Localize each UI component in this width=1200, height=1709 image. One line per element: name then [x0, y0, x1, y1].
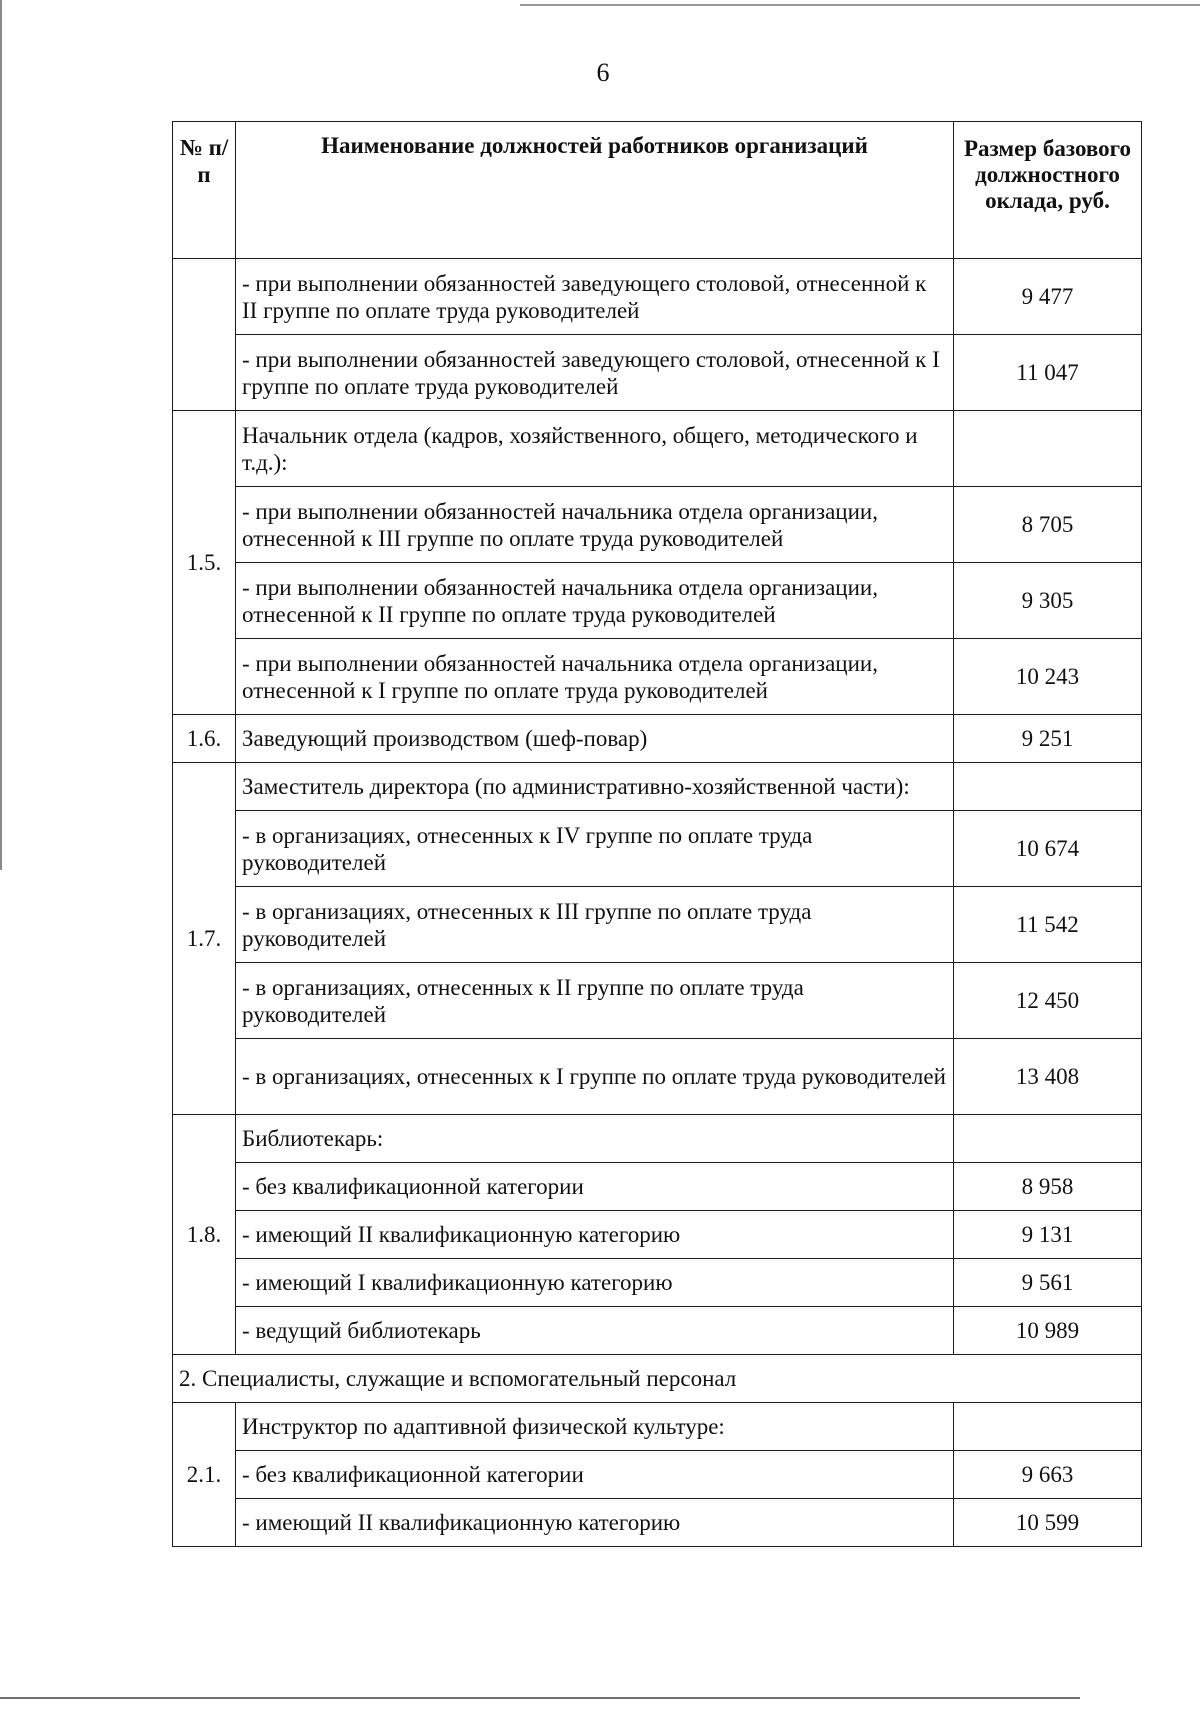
- row-position-name: - в организациях, отнесенных к IV группе по оплате труда руководителей: [236, 811, 954, 887]
- row-position-name: - ведущий библиотекарь: [236, 1307, 954, 1355]
- row-position-name: - без квалификационной категории: [236, 1451, 954, 1499]
- row-salary: 9 131: [954, 1211, 1142, 1259]
- table-row: [173, 1307, 1142, 1355]
- row-salary: 12 450: [954, 963, 1142, 1039]
- row-position-name: - в организациях, отнесенных к III группе по оплате труда руководителей: [236, 887, 954, 963]
- table-section-row: [173, 1355, 1142, 1403]
- row-salary: 11 047: [954, 335, 1142, 411]
- row-number: 1.7.: [173, 763, 236, 1115]
- table-header-row: [173, 122, 1142, 259]
- row-salary: 9 561: [954, 1259, 1142, 1307]
- row-position-name: - имеющий I квалификационную категорию: [236, 1259, 954, 1307]
- row-position-name: - при выполнении обязанностей начальника отдела организации, отнесенной к II группе по оплате труда руководителей: [236, 563, 954, 639]
- page-number: 6: [596, 58, 610, 87]
- scan-edge-left: [0, 0, 2, 870]
- row-salary: 10 243: [954, 639, 1142, 715]
- row-number: [173, 259, 236, 411]
- row-position-name: - имеющий II квалификационную категорию: [236, 1499, 954, 1547]
- row-salary: 13 408: [954, 1039, 1142, 1115]
- row-salary: 10 599: [954, 1499, 1142, 1547]
- row-position-name: Заместитель директора (по административно-хозяйственной части):: [236, 763, 954, 811]
- row-number: 1.5.: [173, 411, 236, 715]
- header-number: № п/п: [173, 122, 236, 259]
- table-row: [173, 335, 1142, 411]
- table-row: [173, 1039, 1142, 1115]
- row-number: 1.8.: [173, 1115, 236, 1355]
- row-position-name: Библиотекарь:: [236, 1115, 954, 1163]
- row-salary: [954, 1115, 1142, 1163]
- section-heading: 2. Специалисты, служащие и вспомогательный персонал: [173, 1355, 1142, 1403]
- table-row: [173, 1211, 1142, 1259]
- row-position-name: - при выполнении обязанностей заведующего столовой, отнесенной к II группе по оплате труда руководителей: [236, 259, 954, 335]
- table-row: [173, 1115, 1142, 1163]
- table-row: [173, 563, 1142, 639]
- row-salary: 9 477: [954, 259, 1142, 335]
- table-row: [173, 887, 1142, 963]
- table-row: [173, 715, 1142, 763]
- row-position-name: Инструктор по адаптивной физической культуре:: [236, 1403, 954, 1451]
- salary-table: [172, 121, 1142, 1547]
- table-row: [173, 763, 1142, 811]
- table-row: [173, 1451, 1142, 1499]
- row-number: 2.1.: [173, 1403, 236, 1547]
- row-position-name: - при выполнении обязанностей начальника отдела организации, отнесенной к I группе по оплате труда руководителей: [236, 639, 954, 715]
- row-salary: 10 674: [954, 811, 1142, 887]
- table-row: [173, 963, 1142, 1039]
- table-row: [173, 411, 1142, 487]
- table-row: [173, 259, 1142, 335]
- row-salary: 8 958: [954, 1163, 1142, 1211]
- row-salary: 9 663: [954, 1451, 1142, 1499]
- row-position-name: Начальник отдела (кадров, хозяйственного, общего, методического и т.д.):: [236, 411, 954, 487]
- table-row: [173, 1259, 1142, 1307]
- table-row: [173, 1403, 1142, 1451]
- table-row: [173, 1499, 1142, 1547]
- row-salary: [954, 411, 1142, 487]
- row-number: 1.6.: [173, 715, 236, 763]
- header-position-name: Наименование должностей работников организаций: [236, 122, 954, 259]
- row-salary: 9 305: [954, 563, 1142, 639]
- row-position-name: - без квалификационной категории: [236, 1163, 954, 1211]
- scan-edge-bottom: [0, 1697, 1080, 1699]
- row-salary: [954, 1403, 1142, 1451]
- row-position-name: - в организациях, отнесенных к I группе по оплате труда руководителей: [236, 1039, 954, 1115]
- table-row: [173, 639, 1142, 715]
- row-position-name: - при выполнении обязанностей заведующего столовой, отнесенной к I группе по оплате труда руководителей: [236, 335, 954, 411]
- row-salary: 9 251: [954, 715, 1142, 763]
- row-position-name: - имеющий II квалификационную категорию: [236, 1211, 954, 1259]
- row-position-name: Заведующий производством (шеф-повар): [236, 715, 954, 763]
- scan-edge-top: [520, 4, 1200, 6]
- row-position-name: - в организациях, отнесенных к II группе по оплате труда руководителей: [236, 963, 954, 1039]
- row-salary: 11 542: [954, 887, 1142, 963]
- row-position-name: - при выполнении обязанностей начальника отдела организации, отнесенной к III группе по оплате труда руководителей: [236, 487, 954, 563]
- table-row: [173, 487, 1142, 563]
- row-salary: [954, 763, 1142, 811]
- table-row: [173, 1163, 1142, 1211]
- header-base-salary: Размер базового должностного оклада, руб.: [954, 122, 1142, 259]
- table-row: [173, 811, 1142, 887]
- row-salary: 10 989: [954, 1307, 1142, 1355]
- row-salary: 8 705: [954, 487, 1142, 563]
